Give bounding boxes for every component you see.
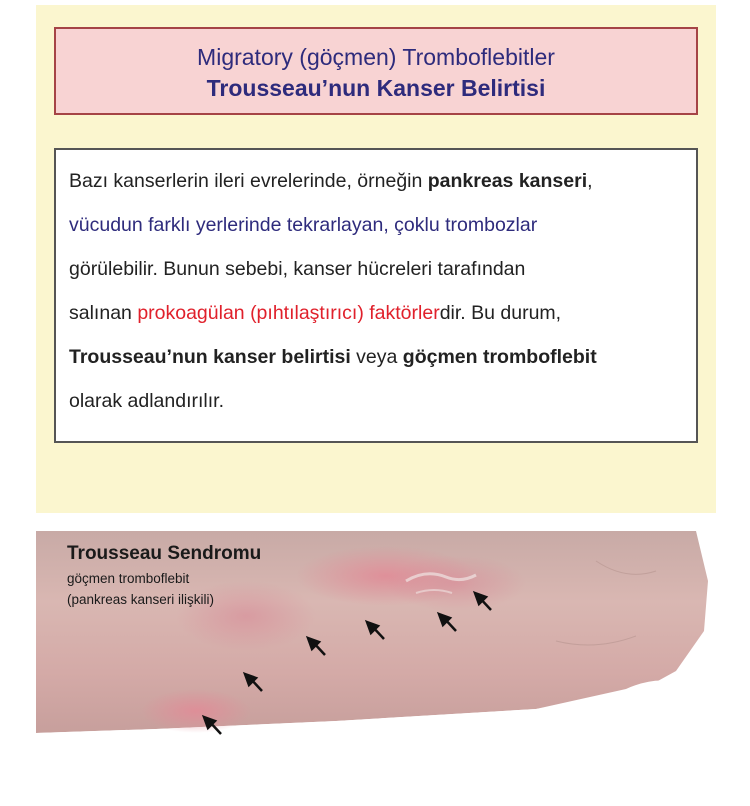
body-text: Bazı kanserlerin ileri evrelerinde, örneğin [69,170,428,192]
body-line-3: görülebilir. Bunun sebebi, kanser hücreleri tarafından [69,258,526,280]
migratory-term: göçmen tromboflebit [402,346,597,368]
title-line-2: Trousseau’nun Kanser Belirtisi [206,75,546,101]
body-line-1 [69,170,593,193]
title-line-1: Migratory (göçmen) Tromboflebitler [197,44,555,70]
title-box [54,27,698,115]
body-text: , [587,170,593,192]
body-line-4 [69,302,561,325]
procoagulant-term: prokoagülan (pıhtılaştırıcı) faktörler [137,302,440,324]
body-text: salınan [69,302,138,324]
figure-subtitle-1: göçmen tromboflebit [67,571,190,586]
figure-title: Trousseau Sendromu [67,543,262,564]
figure-subtitle-2: (pankreas kanseri ilişkili) [67,592,215,607]
body-line-6: olarak adlandırılır. [69,390,225,412]
body-text-box [54,148,698,443]
body-text: veya [350,346,403,368]
body-text: dir. Bu durum, [439,302,562,324]
body-line-2: vücudun farklı yerlerinde tekrarlayan, çoklu trombozlar [69,214,538,236]
trousseau-term: Trousseau’nun kanser belirtisi [69,346,351,368]
pancreatic-cancer-term: pankreas kanseri [427,170,588,192]
body-line-5 [69,346,597,369]
